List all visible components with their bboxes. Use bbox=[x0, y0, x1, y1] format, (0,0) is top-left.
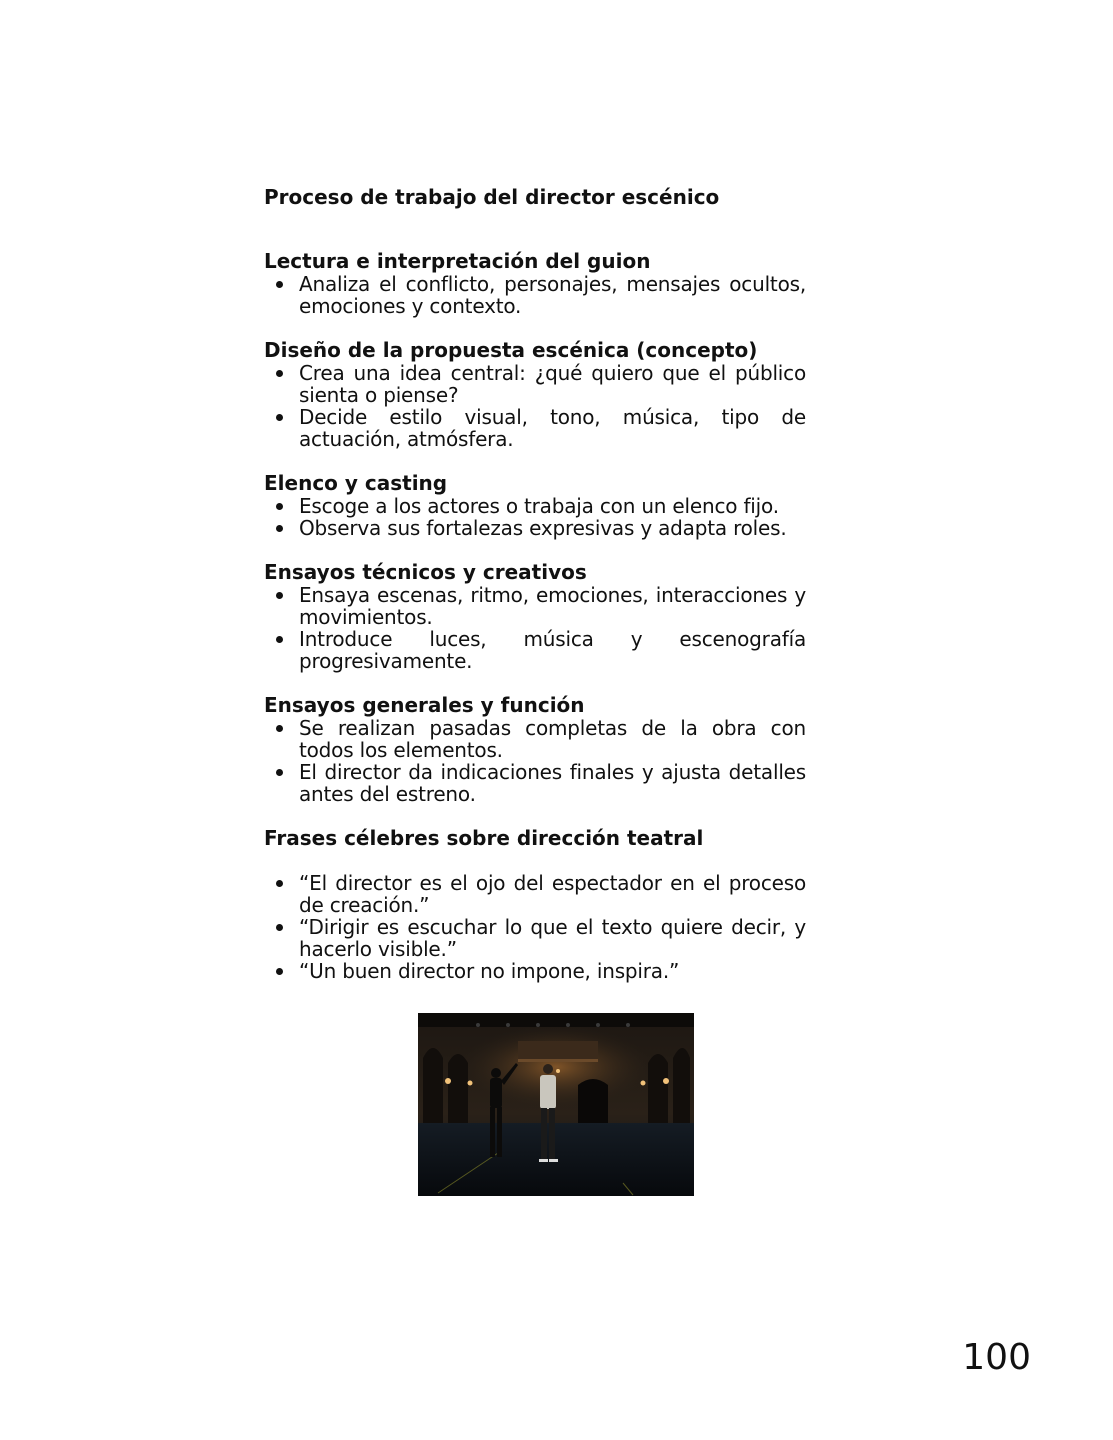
bullet-icon bbox=[276, 503, 283, 510]
list-item: Analiza el conflicto, personajes, mensajes ocultos, emociones y contexto. bbox=[264, 273, 806, 317]
section-elenco bbox=[264, 472, 806, 539]
section-ensayos-tecnicos bbox=[264, 561, 806, 672]
list-item: El director da indicaciones finales y ajusta detalles antes del estreno. bbox=[264, 761, 806, 805]
bullet-icon bbox=[276, 414, 283, 421]
section-heading: Elenco y casting bbox=[264, 471, 448, 495]
page-title: Proceso de trabajo del director escénico bbox=[264, 185, 720, 209]
quote-item: “El director es el ojo del espectador en el proceso de creación.” bbox=[264, 872, 806, 916]
section-heading: Ensayos generales y función bbox=[264, 693, 585, 717]
bullet-list bbox=[264, 273, 806, 317]
section-ensayos-generales bbox=[264, 694, 806, 805]
stage-illustration bbox=[418, 1013, 694, 1196]
bullet-list bbox=[264, 495, 806, 539]
list-item: Se realizan pasadas completas de la obra con todos los elementos. bbox=[264, 717, 806, 761]
section-heading: Ensayos técnicos y creativos bbox=[264, 560, 587, 584]
section-lectura bbox=[264, 250, 806, 317]
bullet-icon bbox=[276, 525, 283, 532]
bullet-icon bbox=[276, 968, 283, 975]
page-number: 100 bbox=[962, 1337, 1031, 1378]
bullet-icon bbox=[276, 592, 283, 599]
list-item: Crea una idea central: ¿qué quiero que el público sienta o piense? bbox=[264, 362, 806, 406]
list-item: Decide estilo visual, tono, música, tipo de actuación, atmósfera. bbox=[264, 406, 806, 450]
section-heading: Diseño de la propuesta escénica (concepto) bbox=[264, 338, 758, 362]
bullet-list bbox=[264, 717, 806, 805]
quote-item: “Dirigir es escuchar lo que el texto quiere decir, y hacerlo visible.” bbox=[264, 916, 806, 960]
bullet-icon bbox=[276, 725, 283, 732]
page-content bbox=[264, 184, 806, 982]
quote-item: “Un buen director no impone, inspira.” bbox=[264, 960, 806, 982]
bullet-icon bbox=[276, 281, 283, 288]
section-heading: Frases célebres sobre dirección teatral bbox=[264, 826, 704, 850]
section-heading: Lectura e interpretación del guion bbox=[264, 249, 651, 273]
list-item: Ensaya escenas, ritmo, emociones, interacciones y movimientos. bbox=[264, 584, 806, 628]
quote-list bbox=[264, 872, 806, 982]
bullet-icon bbox=[276, 924, 283, 931]
section-diseno bbox=[264, 339, 806, 450]
bullet-icon bbox=[276, 636, 283, 643]
list-item: Escoge a los actores o trabaja con un elenco fijo. bbox=[264, 495, 806, 517]
bullet-list bbox=[264, 362, 806, 450]
theatre-stage-photo bbox=[418, 1013, 694, 1196]
list-item: Observa sus fortalezas expresivas y adapta roles. bbox=[264, 517, 806, 539]
section-quotes bbox=[264, 827, 806, 982]
bullet-icon bbox=[276, 880, 283, 887]
bullet-icon bbox=[276, 370, 283, 377]
list-item: Introduce luces, música y escenografía progresivamente. bbox=[264, 628, 806, 672]
bullet-icon bbox=[276, 769, 283, 776]
bullet-list bbox=[264, 584, 806, 672]
